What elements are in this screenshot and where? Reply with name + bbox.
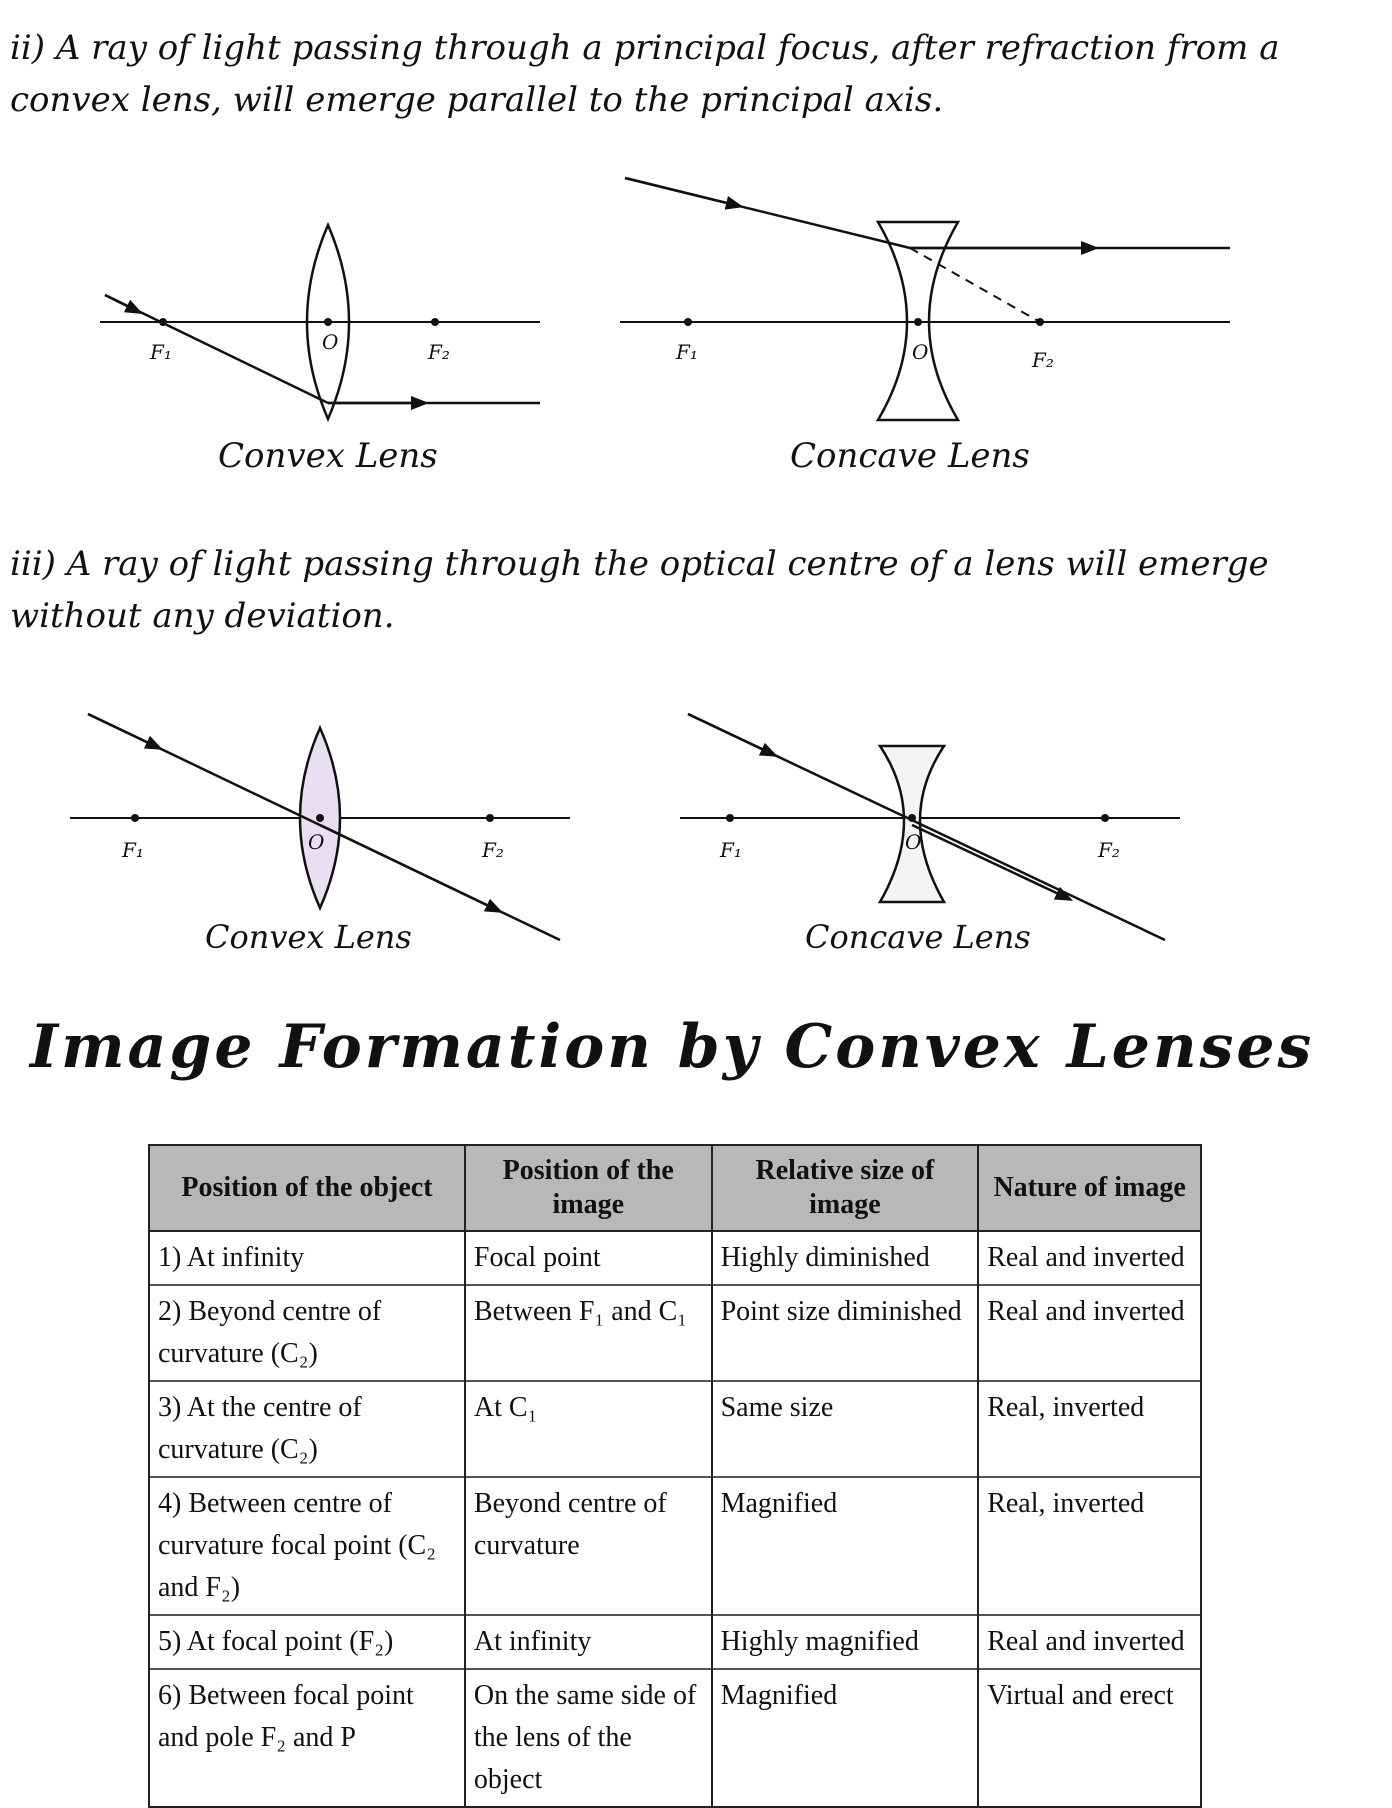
focus-point-f2 (1101, 814, 1109, 822)
caption-convex-lens-lower: Convex Lens (205, 918, 412, 956)
table-cell: Real and inverted (978, 1231, 1201, 1285)
ray-arrow-2 (320, 825, 495, 909)
concave-lens-shape (880, 746, 944, 902)
column-header: Position of the image (465, 1145, 712, 1231)
table-row (149, 1615, 1201, 1669)
label-o: O (912, 340, 929, 364)
label-f2: F₂ (428, 340, 450, 364)
label-f1: F₁ (122, 838, 144, 862)
table-cell: 6) Between focal point and pole F₂ and P (149, 1669, 465, 1807)
label-f1: F₁ (720, 838, 742, 862)
focus-point-f2 (486, 814, 494, 822)
table-cell: Highly magnified (712, 1615, 979, 1669)
ray-arrow-1 (688, 714, 770, 753)
table-cell: Real and inverted (978, 1285, 1201, 1381)
optical-centre-point (914, 318, 922, 326)
table-cell: Beyond centre of curvature (465, 1477, 712, 1615)
label-f1: F₁ (676, 340, 698, 364)
table-cell: Highly diminished (712, 1231, 979, 1285)
table-cell: 1) At infinity (149, 1231, 465, 1285)
table-cell: Magnified (712, 1477, 979, 1615)
ray-arrow-1 (88, 714, 155, 746)
table-row (149, 1285, 1201, 1381)
column-header: Position of the object (149, 1145, 465, 1231)
label-o: O (322, 330, 339, 354)
table-cell: Magnified (712, 1669, 979, 1807)
column-header: Relative size of image (712, 1145, 979, 1231)
label-o: O (905, 830, 922, 854)
focus-point-f1 (131, 814, 139, 822)
incident-ray (105, 295, 328, 403)
focus-point-f1 (684, 318, 692, 326)
table-cell: Focal point (465, 1231, 712, 1285)
label-f2: F₂ (482, 838, 504, 862)
focus-point-f2 (431, 318, 439, 326)
incident-ray-arrow (625, 178, 735, 205)
table-cell: 4) Between centre of curvature focal point (C₂ and F₂) (149, 1477, 465, 1615)
table-cell: 3) At the centre of curvature (C₂) (149, 1381, 465, 1477)
optical-centre-point (316, 814, 324, 822)
table-cell: At C₁ (465, 1381, 712, 1477)
table-cell: Virtual and erect (978, 1669, 1201, 1807)
label-o: O (308, 830, 325, 854)
incident-ray-arrow (105, 295, 135, 310)
table-row (149, 1231, 1201, 1285)
column-header: Nature of image (978, 1145, 1201, 1231)
image-formation-table (148, 1144, 1202, 1808)
label-f2: F₂ (1032, 348, 1054, 372)
label-f2: F₂ (1098, 838, 1120, 862)
table-cell: Point size diminished (712, 1285, 979, 1381)
table-cell: Real, inverted (978, 1477, 1201, 1615)
optical-centre-point (324, 318, 332, 326)
caption-concave-lens-lower: Concave Lens (805, 918, 1031, 956)
table-row (149, 1669, 1201, 1807)
rule-ii-text: ii) A ray of light passing through a principal focus, after refraction from a convex lens, will emerge parallel to the principal axis. (10, 28, 1280, 120)
table-row (149, 1477, 1201, 1615)
focus-point-f1 (726, 814, 734, 822)
table-cell: Between F₁ and C₁ (465, 1285, 712, 1381)
table-cell: Real and inverted (978, 1615, 1201, 1669)
table-header-row (149, 1145, 1201, 1231)
table-cell: At infinity (465, 1615, 712, 1669)
section-heading: Image Formation by Convex Lenses (30, 1012, 1315, 1082)
table-cell: 5) At focal point (F₂) (149, 1615, 465, 1669)
table-cell: On the same side of the lens of the object (465, 1669, 712, 1807)
caption-concave-lens: Concave Lens (790, 436, 1030, 476)
caption-convex-lens: Convex Lens (218, 436, 438, 476)
table-cell: Real, inverted (978, 1381, 1201, 1477)
rule-iii-text: iii) A ray of light passing through the optical centre of a lens will emerge without any deviation. (10, 544, 1269, 636)
label-f1: F₁ (150, 340, 172, 364)
upper-ray-diagrams (0, 0, 1392, 500)
table-cell: Same size (712, 1381, 979, 1477)
table-cell: 2) Beyond centre of curvature (C₂) (149, 1285, 465, 1381)
table-row (149, 1381, 1201, 1477)
